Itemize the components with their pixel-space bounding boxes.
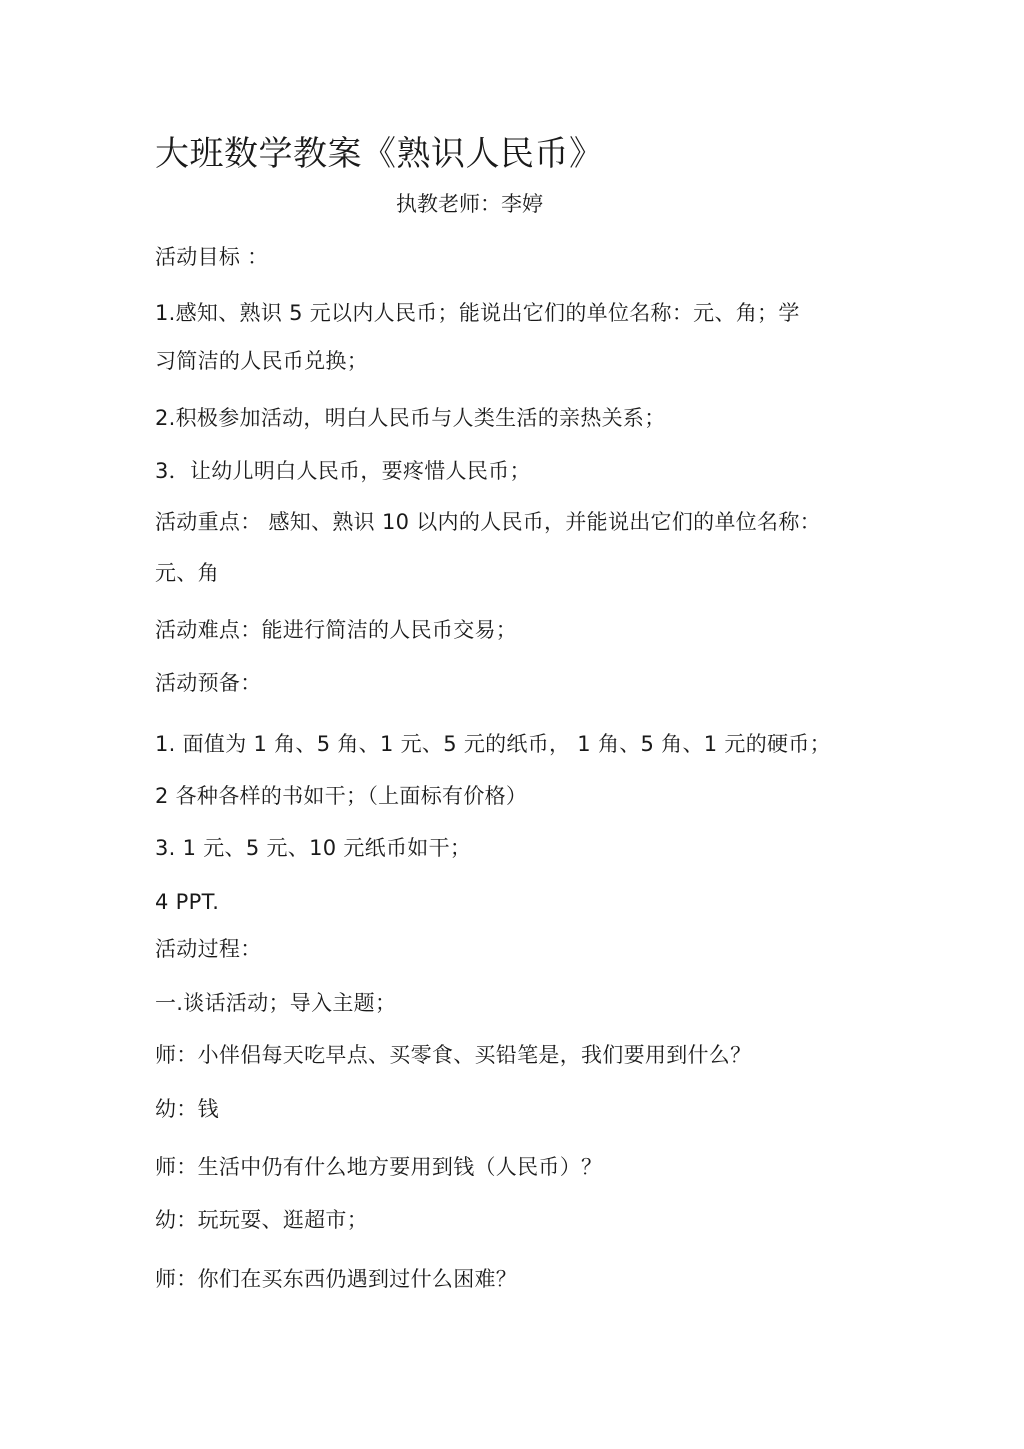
goal-item-2: 2.积极参加活动，明白人民币与人类生活的亲热关系； [155, 406, 666, 430]
document-title: 大班数学教案《熟识人民币》 [155, 134, 604, 174]
dialogue-line: 师：小伴侣每天吃早点、买零食、买铅笔是，我们要用到什么？ [155, 1043, 752, 1067]
goal-item-1: 1.感知、熟识 5 元以内人民币；能说出它们的单位名称：元、角；学 [155, 301, 800, 325]
difficulty: 活动难点：能进行简洁的人民币交易； [155, 618, 518, 642]
dialogue-line: 师：生活中仍有什么地方要用到钱（人民币）？ [155, 1155, 603, 1179]
goal-item-3: 3．让幼儿明白人民币，要疼惜人民币； [155, 459, 531, 483]
dialogue-line: 幼：钱 [155, 1097, 219, 1121]
prep-item-4: 4 PPT. [155, 890, 220, 914]
section-prep-heading: 活动预备： [155, 671, 262, 695]
dialogue-line: 师：你们在买东西仍遇到过什么困难？ [155, 1267, 518, 1291]
prep-item-3: 3. 1 元、5 元、10 元纸币如干； [155, 836, 472, 860]
document-author: 执教老师：李婷 [396, 192, 543, 216]
process-step-1: 一.谈话活动；导入主题； [155, 991, 397, 1015]
prep-item-2: 2 各种各样的书如干；（上面标有价格） [155, 784, 528, 808]
key-point: 活动重点： 感知、熟识 10 以内的人民币，并能说出它们的单位名称： [155, 510, 821, 534]
section-process-heading: 活动过程： [155, 937, 262, 961]
prep-item-1: 1. 面值为 1 角、5 角、1 元、5 元的纸币， 1 角、5 角、1 元的硬币； [155, 732, 831, 756]
dialogue-line: 幼：玩玩耍、逛超市； [155, 1208, 368, 1232]
section-goal-heading: 活动目标 ： [155, 245, 269, 269]
key-point-continued: 元、角 [155, 561, 219, 585]
goal-item-1-continued: 习简洁的人民币兑换； [155, 349, 368, 373]
